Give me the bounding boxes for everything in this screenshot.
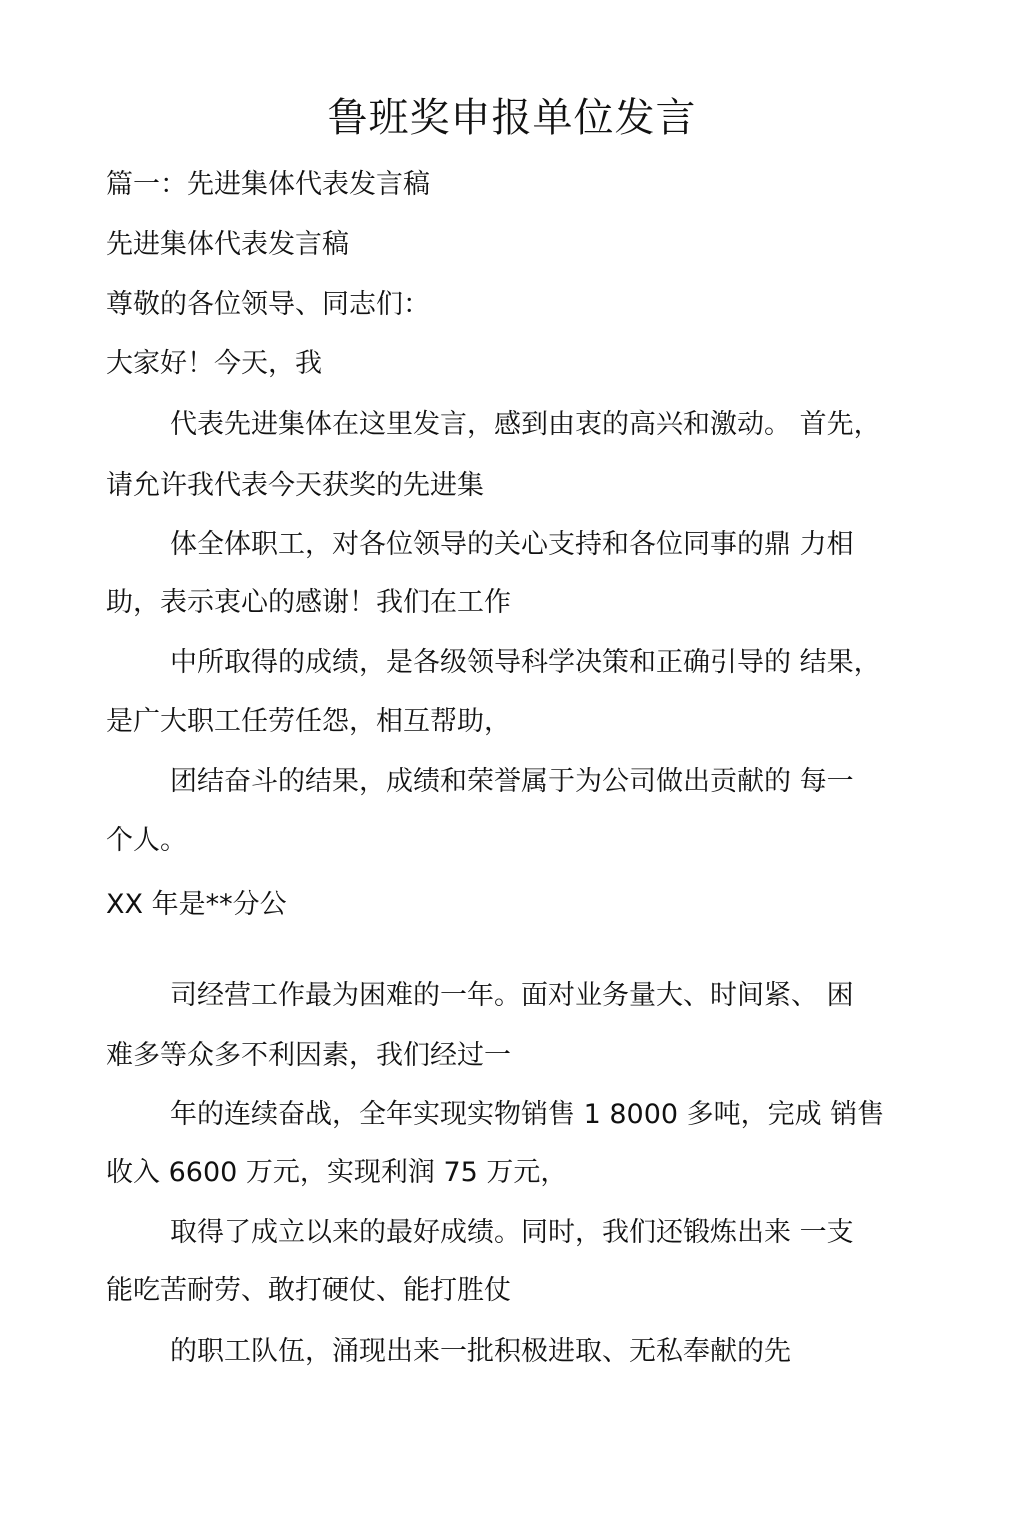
paragraph-line: 取得了成立以来的最好成绩。同时，我们还锻炼出来 一支 — [170, 1217, 854, 1248]
paragraph-line: 的职工队伍，涌现出来一批积极进取、无私奉献的先 — [170, 1336, 791, 1367]
greeting: 大家好！今天，我 — [106, 348, 322, 379]
paragraph-line: 中所取得的成绩，是各级领导科学决策和正确引导的 结果， — [170, 647, 881, 678]
salutation: 尊敬的各位领导、同志们： — [106, 289, 430, 320]
section-heading: 篇一：先进集体代表发言稿 — [106, 169, 430, 200]
speech-title: 先进集体代表发言稿 — [106, 229, 349, 260]
paragraph-line: 能吃苦耐劳、敢打硬仗、能打胜仗 — [106, 1275, 511, 1306]
paragraph-line: 收入 6600 万元，实现利润 75 万元， — [106, 1157, 568, 1188]
paragraph-line: 请允许我代表今天获奖的先进集 — [106, 470, 484, 501]
paragraph-line: 个人。 — [106, 825, 187, 856]
paragraph-line: 代表先进集体在这里发言，感到由衷的高兴和激动。 首先， — [170, 409, 881, 440]
paragraph-line: 体全体职工，对各位领导的关心支持和各位同事的鼎 力相 — [170, 529, 854, 560]
paragraph-line: XX 年是**分公 — [106, 889, 287, 920]
paragraph-line: 难多等众多不利因素，我们经过一 — [106, 1040, 511, 1071]
paragraph-line: 团结奋斗的结果，成绩和荣誉属于为公司做出贡献的 每一 — [170, 766, 854, 797]
paragraph-line: 年的连续奋战，全年实现实物销售 1 8000 多吨，完成 销售 — [170, 1099, 885, 1130]
paragraph-line: 司经营工作最为困难的一年。面对业务量大、时间紧、 困 — [170, 980, 854, 1011]
document-title: 鲁班奖申报单位发言 — [327, 95, 697, 141]
paragraph-line: 是广大职工任劳任怨，相互帮助， — [106, 706, 511, 737]
paragraph-line: 助，表示衷心的感谢！我们在工作 — [106, 587, 511, 618]
